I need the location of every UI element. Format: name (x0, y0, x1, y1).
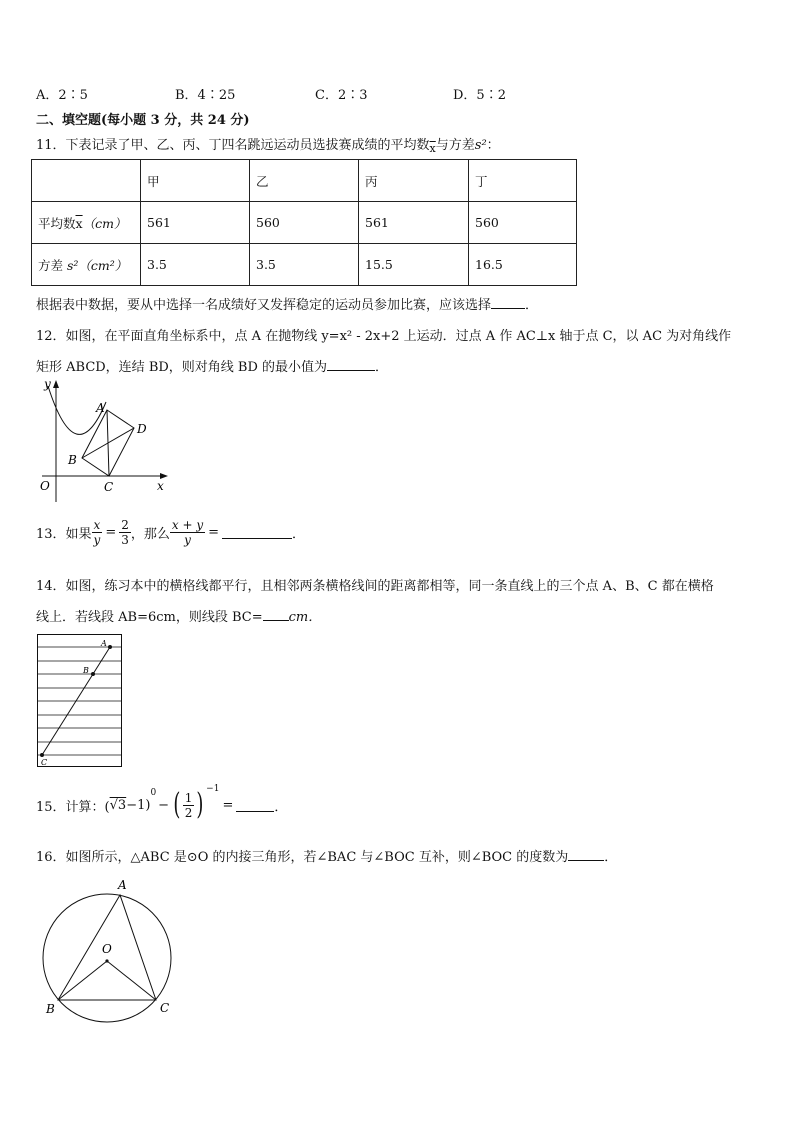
table-row (32, 244, 577, 286)
q11-text-mid: 与方差 (435, 138, 475, 153)
label-c: C (160, 1001, 170, 1015)
table-cell: 560 (250, 202, 359, 244)
fraction-x-over-y (92, 518, 103, 547)
exponent-zero: 0 (150, 788, 157, 798)
q15-minus: − (158, 797, 170, 813)
table-header-cell: 甲 (141, 160, 250, 202)
row-label-var: $\overline{x}$ (75, 215, 83, 231)
answer-blank[interactable] (568, 848, 604, 861)
frac-num: 1 (184, 790, 193, 805)
q16-line (36, 846, 617, 865)
sqrt-three: √3 (109, 797, 127, 813)
answer-blank[interactable] (263, 608, 289, 621)
table-header-cell (32, 160, 141, 202)
q15-eq: = (222, 797, 234, 813)
table-cell: 15.5 (359, 244, 469, 286)
y-axis-arrow-icon (53, 380, 59, 388)
q12-line2 (36, 356, 388, 375)
q14-line2-text: 线上．若线段 AB=6cm，则线段 BC= (36, 610, 263, 625)
paren-open: ( (173, 787, 181, 822)
label-d: D (137, 422, 147, 436)
parabola-figure (34, 374, 174, 506)
table-header-row (32, 160, 577, 202)
q15-line (36, 784, 288, 822)
q16-text: 16．如图所示，△ABC 是⊙O 的内接三角形，若∠BAC 与∠BOC 互补，则∠BOC 的度数为 (36, 850, 569, 865)
frac-num: x + y (171, 518, 204, 532)
label-a: A (118, 878, 127, 892)
fraction-two-thirds (119, 518, 131, 547)
answer-blank[interactable] (222, 526, 292, 539)
frac-den: y (93, 533, 101, 547)
exponent-neg-one: −1 (206, 784, 220, 794)
fraction-xplusy-over-y (170, 518, 205, 547)
q11-stem (36, 134, 500, 155)
q14-line2 (36, 606, 321, 625)
table-cell: 560 (469, 202, 577, 244)
q13-line (36, 518, 305, 547)
option-a: A．2∶5 (36, 88, 88, 103)
q13-end: ． (292, 527, 306, 542)
section-title: 二、填空题(每小题 3 分，共 24 分) (36, 113, 250, 128)
table-header-cell: 丙 (359, 160, 469, 202)
q11-text-end: ： (486, 138, 500, 153)
row-label-text: 平均数 (38, 215, 76, 231)
q11-xbar: x (429, 142, 436, 155)
label-a: A (96, 401, 105, 415)
option-c: C．2∶3 (315, 88, 368, 103)
row-label-unit: （cm） (82, 215, 127, 231)
label-o: O (102, 942, 112, 956)
label-b: B (46, 1002, 55, 1016)
ruled-lines (37, 647, 122, 755)
table-header-cell: 丁 (469, 160, 577, 202)
q14-line2-unit: cm． (288, 610, 322, 625)
frac-den: 2 (184, 805, 193, 820)
q14-line1-text: 14．如图，练习本中的横格线都平行，且相邻两条横格线间的距离都相等，同一条直线上的三个点 A、B、C 都在横格 (36, 579, 714, 594)
q12-line1: 12．如图，在平面直角坐标系中，点 A 在抛物线 y=x² - 2x+2 上运动．过点 A 作 AC⊥x 轴于点 C，以 AC 为对角线作 (36, 329, 732, 344)
q13-eq2: = (208, 525, 220, 540)
q11-s2: s² (474, 138, 487, 153)
row-label-variance (32, 244, 141, 286)
label-c: C (104, 480, 114, 494)
segment-oc (107, 961, 156, 1000)
label-o: O (40, 479, 50, 493)
row-label-unit: （cm²） (78, 257, 128, 273)
q15-mid: −1) (126, 797, 151, 813)
frac-num: 2 (121, 518, 129, 532)
q16-end: ． (604, 850, 618, 865)
q15-prefix: 15．计算：( (36, 799, 110, 815)
q15-end: ． (274, 799, 288, 815)
q12-line2-text: 矩形 ABCD，连结 BD，则对角线 BD 的最小值为 (36, 360, 328, 375)
answer-blank[interactable] (491, 296, 525, 309)
table-cell: 3.5 (141, 244, 250, 286)
q13-eq1: = (105, 525, 117, 540)
q12-line2-end: ． (375, 360, 389, 375)
row-label-text: 方差 (38, 257, 67, 273)
option-b: B．4∶25 (175, 88, 236, 103)
paren-close: ) (196, 787, 204, 822)
notebook-figure (37, 634, 123, 768)
table-cell: 561 (359, 202, 469, 244)
frac-den: y (184, 533, 191, 547)
center-point (105, 959, 108, 962)
label-b: B (68, 453, 77, 467)
circle-figure (36, 874, 186, 1024)
label-c: C (41, 758, 48, 767)
answer-blank[interactable] (236, 799, 274, 812)
row-label-var: s² (66, 257, 79, 273)
segment-ob (58, 961, 107, 1000)
table-header-cell: 乙 (250, 160, 359, 202)
q11-after-text: 根据表中数据，要从中选择一名成绩好又发挥稳定的运动员参加比赛，应该选择 (36, 298, 492, 313)
q11-text-before: 11．下表记录了甲、乙、丙、丁四名跳远运动员选拔赛成绩的平均数 (36, 138, 430, 153)
answer-blank[interactable] (327, 358, 375, 371)
q11-after-end: ． (525, 298, 539, 313)
label-b: B (83, 666, 89, 675)
table-cell: 16.5 (469, 244, 577, 286)
q13-mid: ，那么 (130, 527, 170, 542)
fraction-one-half (183, 791, 195, 820)
row-label-mean (32, 202, 141, 244)
q14-line1 (36, 575, 714, 594)
frac-num: x (93, 518, 101, 532)
q13-prefix: 13．如果 (36, 527, 92, 542)
point-b (91, 672, 95, 676)
notebook-frame (38, 635, 122, 767)
option-d: D．5∶2 (453, 88, 506, 103)
table-cell: 561 (141, 202, 250, 244)
label-a: A (101, 639, 107, 648)
score-table (31, 159, 577, 286)
label-y: y (44, 377, 51, 391)
table-cell: 3.5 (250, 244, 359, 286)
table-row (32, 202, 577, 244)
frac-den: 3 (121, 533, 129, 547)
point-a (108, 645, 112, 649)
circle-o (43, 894, 171, 1022)
q11-after (36, 294, 538, 313)
label-x: x (157, 479, 164, 493)
point-c (40, 753, 44, 757)
